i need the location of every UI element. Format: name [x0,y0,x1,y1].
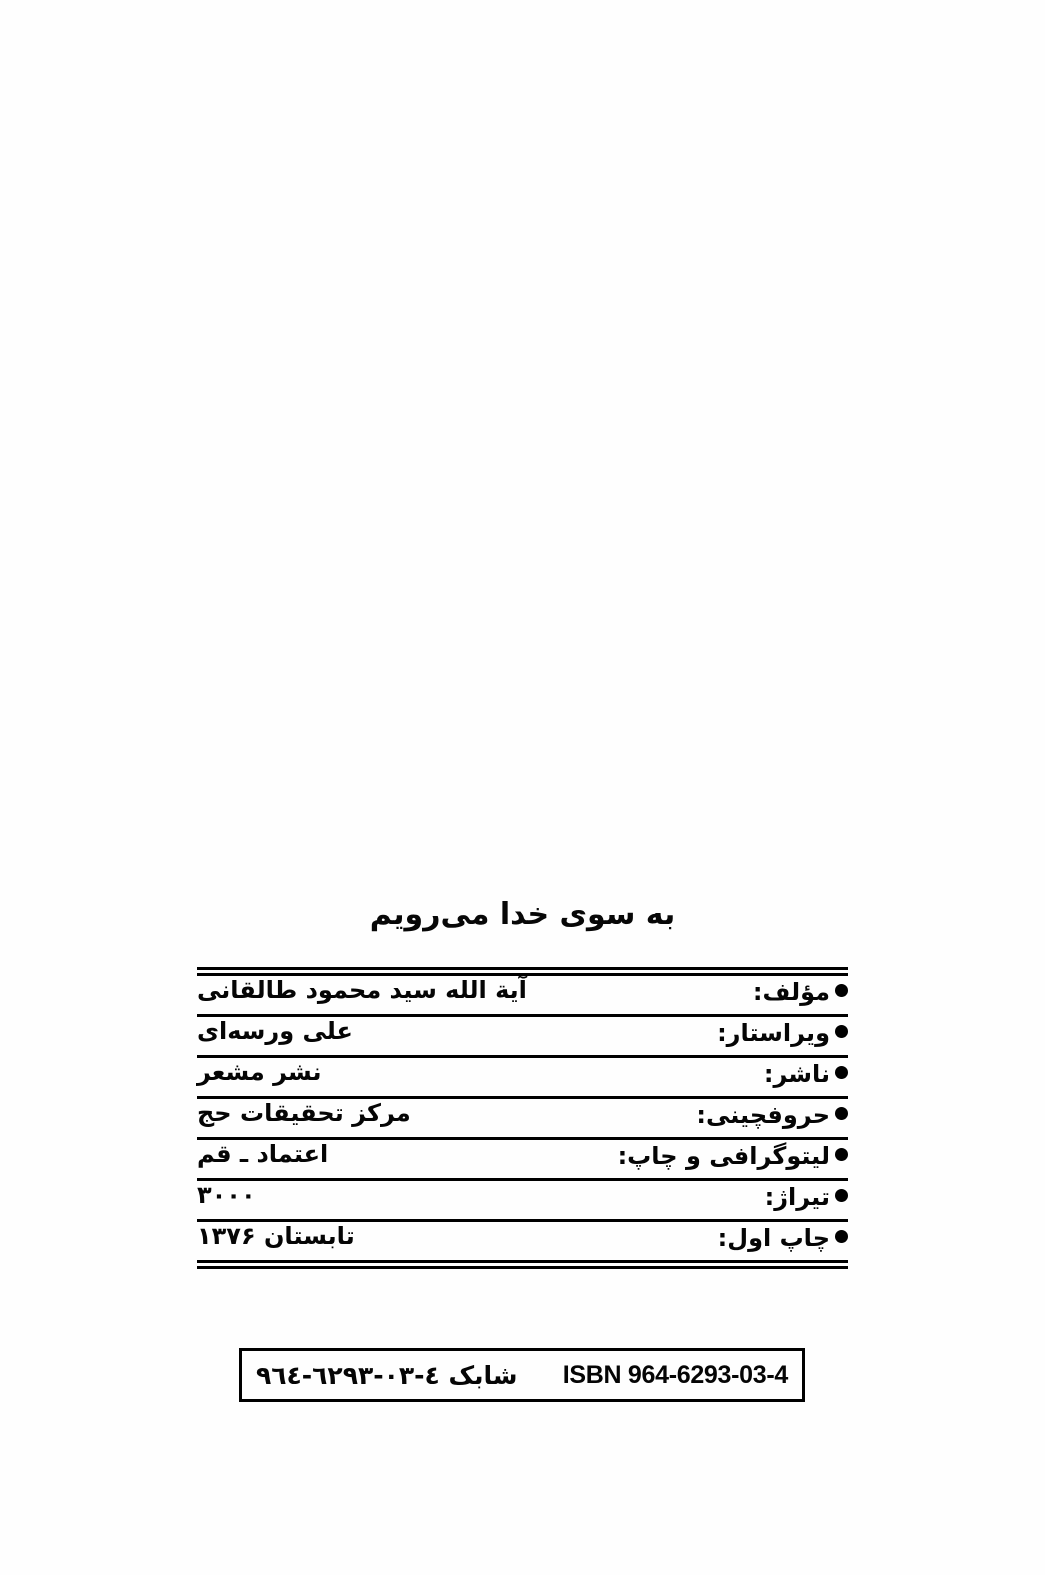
table-row [197,976,848,1014]
row-label-print-run [764,1182,848,1211]
table-row [197,1181,848,1219]
row-label-publisher [763,1059,848,1088]
bullet-icon [835,1107,848,1120]
table-bottom-double-rule [197,1260,848,1269]
table-row [197,1058,848,1096]
row-value-lithography-printing: اعتماد ـ قم [197,1140,329,1168]
bullet-icon [835,984,848,997]
table-top-double-rule [197,967,848,976]
row-value-publisher: نشر مشعر [197,1058,322,1086]
bullet-icon [835,1148,848,1161]
row-label-first-edition [717,1223,848,1252]
row-label-text: حروفچینی: [696,1100,830,1129]
row-value-editor: علی ورسه‌ای [197,1017,353,1045]
bullet-icon [835,1189,848,1202]
isbn-persian: شابک ٤-٠٣-٦٢٩٣-٩٦٤ [256,1360,518,1390]
row-label-text: لیتوگرافی و چاپ: [617,1141,830,1170]
row-value-typesetting: مرکز تحقیقات حج [197,1099,411,1127]
table-row [197,1017,848,1055]
row-label-editor [717,1018,848,1047]
row-label-lithography-printing [617,1141,848,1170]
isbn-latin: ISBN 964-6293-03-4 [562,1360,788,1389]
row-label-text: چاپ اول: [717,1223,830,1252]
row-label-text: ناشر: [763,1059,830,1088]
table-row [197,1222,848,1260]
bullet-icon [835,1230,848,1243]
colophon-table [197,967,848,1269]
row-value-author: آیة الله سید محمود طالقانی [197,976,527,1004]
row-label-text: تیراژ: [764,1182,830,1211]
isbn-box [239,1348,805,1402]
row-label-author [752,977,848,1006]
row-value-first-edition: تابستان ۱۳۷۶ [197,1222,355,1250]
row-label-typesetting [696,1100,848,1129]
bullet-icon [835,1066,848,1079]
row-value-print-run: ۳۰۰۰ [197,1181,256,1209]
table-row [197,1099,848,1137]
page-title: به سوی خدا می‌رویم [369,897,676,932]
table-row [197,1140,848,1178]
row-label-text: ویراستار: [717,1018,830,1047]
row-label-text: مؤلف: [752,977,830,1006]
bullet-icon [835,1025,848,1038]
